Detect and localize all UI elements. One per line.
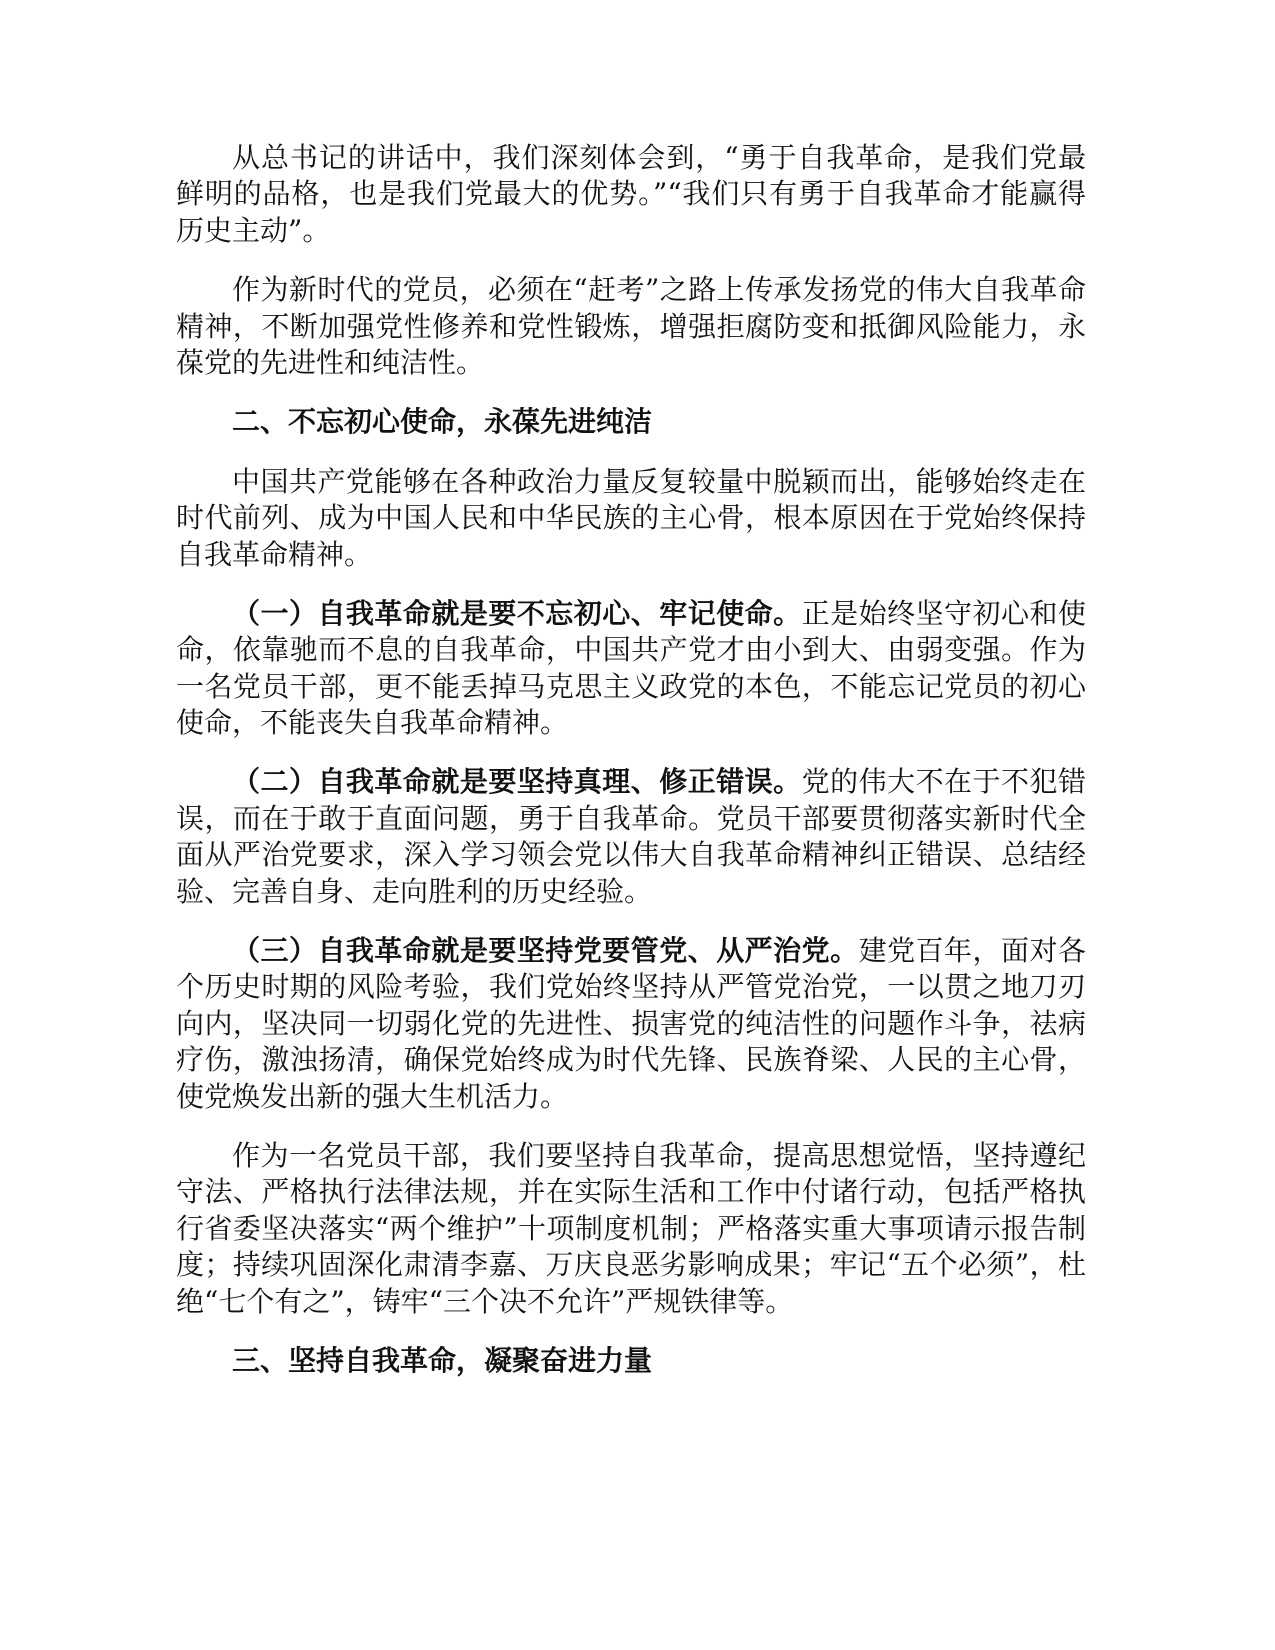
section-heading: [176, 1343, 1086, 1379]
heading-text: 二、不忘初心使命，永葆先进纯洁: [232, 405, 653, 439]
paragraph: [176, 933, 1086, 1115]
paragraph: [176, 764, 1086, 910]
paragraph-text: 从总书记的讲话中，我们深刻体会到，“勇于自我革命，是我们党最鲜明的品格，也是我们党最大的优势。”“我们只有勇于自我革命才能赢得历史主动”。: [176, 141, 1086, 247]
paragraph-lead: （一）自我革命就是要不忘初心、牢记使命。: [232, 596, 802, 630]
paragraph: [176, 596, 1086, 742]
paragraph-text: 建党百年，面对各个历史时期的风险考验，我们党始终坚持从严管党治党，一以贯之地刀刃向内，坚决同一切弱化党的先进性、损害党的纯洁性的问题作斗争，祛病疗伤，激浊扬清，确保党始终成为时代先锋、民族脊梁、人民的主心骨，使党焕发出新的强大生机活力。: [176, 934, 1086, 1113]
paragraph: [176, 140, 1086, 249]
document-page: [176, 140, 1086, 1402]
paragraph-text: 中国共产党能够在各种政治力量反复较量中脱颖而出，能够始终走在时代前列、成为中国人民和中华民族的主心骨，根本原因在于党始终保持自我革命精神。: [176, 464, 1086, 571]
section-heading: [176, 404, 1086, 440]
paragraph: [176, 272, 1086, 381]
paragraph-text: 党的伟大不在于不犯错误，而在于敢于直面问题，勇于自我革命。党员干部要贯彻落实新时代全面从严治党要求，深入学习领会党以伟大自我革命精神纠正错误、总结经验、完善自身、走向胜利的历史经验。: [176, 765, 1086, 908]
paragraph-text: 作为一名党员干部，我们要坚持自我革命，提高思想觉悟，坚持遵纪守法、严格执行法律法规，并在实际生活和工作中付诸行动，包括严格执行省委坚决落实“两个维护”十项制度机制；严格落实重大事项请示报告制度；持续巩固深化肃清李嘉、万庆良恶劣影响成果；牢记“五个必须”，杜绝“七个有之”，铸牢“三个决不允许”严规铁律等。: [176, 1138, 1086, 1318]
paragraph-text: 作为新时代的党员，必须在“赶考”之路上传承发扬党的伟大自我革命精神，不断加强党性修养和党性锻炼，增强拒腐防变和抵御风险能力，永葆党的先进性和纯洁性。: [176, 273, 1086, 379]
paragraph-lead: （三）自我革命就是要坚持党要管党、从严治党。: [232, 934, 859, 968]
paragraph-lead: （二）自我革命就是要坚持真理、修正错误。: [232, 765, 802, 799]
paragraph: [176, 464, 1086, 573]
paragraph: [176, 1138, 1086, 1320]
paragraph-text: 正是始终坚守初心和使命，依靠驰而不息的自我革命，中国共产党才由小到大、由弱变强。作为一名党员干部，更不能丢掉马克思主义政党的本色，不能忘记党员的初心使命，不能丧失自我革命精神。: [176, 596, 1086, 740]
heading-text: 三、坚持自我革命，凝聚奋进力量: [232, 1343, 653, 1377]
